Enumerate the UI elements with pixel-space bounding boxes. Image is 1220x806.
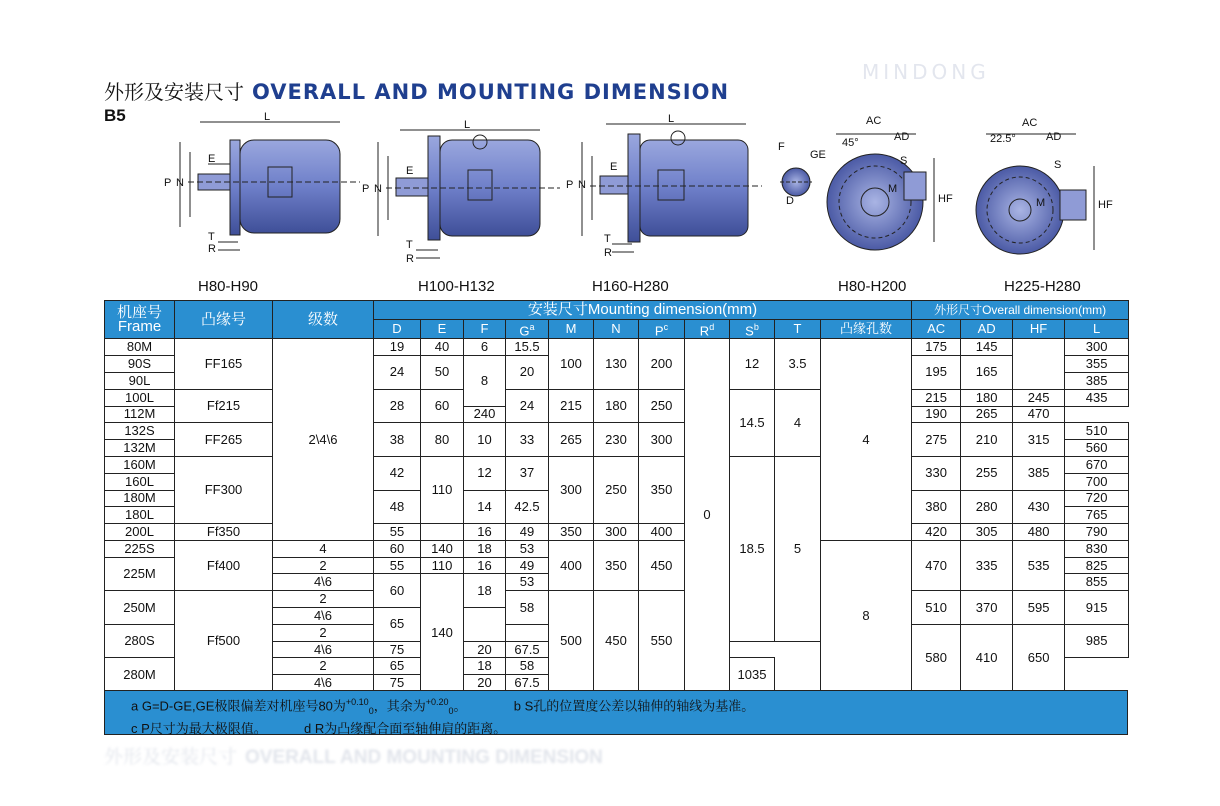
table-cell: 160L bbox=[105, 473, 175, 490]
table-cell: 470 bbox=[1013, 406, 1065, 423]
table-cell: 4 bbox=[821, 339, 912, 541]
table-cell: 132S bbox=[105, 423, 175, 440]
drawing-h225-h280 bbox=[976, 134, 1094, 254]
header-frame: 机座号 Frame bbox=[105, 301, 175, 339]
table-cell: 65 bbox=[374, 608, 421, 642]
table-row bbox=[105, 540, 1129, 557]
table-cell: 110 bbox=[421, 557, 464, 574]
table-cell: 265 bbox=[961, 406, 1013, 423]
title-cn: 外形及安装尺寸 bbox=[104, 80, 244, 104]
dim-m-1: M bbox=[888, 183, 898, 195]
table-cell: 200 bbox=[639, 339, 685, 389]
col-p: $P^c$ bbox=[639, 320, 685, 339]
col-hf: HF bbox=[1013, 320, 1065, 339]
ghost-title: 外形及安装尺寸 OVERALL AND MOUNTING DIMENSION bbox=[104, 747, 603, 768]
col-t: T bbox=[775, 320, 821, 339]
table-cell: 165 bbox=[961, 356, 1013, 390]
col-g: $G^a$ bbox=[506, 320, 549, 339]
table-cell: 90L bbox=[105, 372, 175, 389]
table-cell: 132M bbox=[105, 440, 175, 457]
drawing-label-5: H225-H280 bbox=[1004, 278, 1081, 295]
table-cell: 240 bbox=[464, 406, 506, 423]
table-cell: 4\6 bbox=[273, 641, 374, 658]
table-cell: 670 bbox=[1065, 456, 1129, 473]
table-cell: 37 bbox=[506, 456, 549, 490]
table-cell: 280M bbox=[105, 658, 175, 692]
table-cell: 250 bbox=[594, 456, 639, 523]
dim-s-1: S bbox=[900, 155, 908, 167]
header-flange: 凸缘号 bbox=[175, 301, 273, 339]
table-cell: 48 bbox=[374, 490, 421, 524]
table-cell: 250 bbox=[639, 389, 685, 423]
table-cell: 38 bbox=[374, 423, 421, 457]
table-cell: FF300 bbox=[175, 456, 273, 523]
table-cell: 2 bbox=[273, 624, 374, 641]
table-cell: 430 bbox=[1013, 490, 1065, 524]
watermark: MINDONG bbox=[862, 60, 990, 84]
col-ad: AD bbox=[961, 320, 1013, 339]
table-cell: 915 bbox=[1065, 591, 1129, 625]
table-cell: 58 bbox=[506, 658, 549, 675]
table-cell: 19 bbox=[374, 339, 421, 356]
table-cell: 3.5 bbox=[775, 339, 821, 389]
dim-t-2: T bbox=[406, 239, 413, 251]
table-cell: 225M bbox=[105, 557, 175, 591]
col-n: N bbox=[594, 320, 639, 339]
table-cell: 80 bbox=[421, 423, 464, 457]
note-a-tol1: +0.10 bbox=[345, 697, 369, 707]
table-cell: 60 bbox=[374, 540, 421, 557]
table-cell: 245 bbox=[1013, 389, 1065, 406]
dim-ad-1: AD bbox=[894, 131, 910, 143]
dim-n-2: N bbox=[374, 183, 382, 195]
table-cell: 4\6 bbox=[273, 574, 374, 591]
table-notes: a G=D-GE,GE极限偏差对机座号80为$^{+0.10}_0$，其余为$^{+0.20}_0$。 b S孔的位置度公差以轴伸的轴线为基准。 c P尺寸为最大极限值。 d R为凸缘配合面至轴伸肩的距离。 bbox=[104, 690, 1128, 735]
table-cell: 300 bbox=[639, 423, 685, 457]
table-cell: 18 bbox=[464, 540, 506, 557]
dim-ge: GE bbox=[810, 149, 826, 161]
col-s: $S^b$ bbox=[730, 320, 775, 339]
table-cell: 33 bbox=[506, 423, 549, 457]
table-cell: 16 bbox=[464, 524, 506, 541]
dim-t-3: T bbox=[604, 233, 611, 245]
dim-e-1: E bbox=[208, 153, 216, 165]
table-row bbox=[105, 524, 1129, 541]
table-cell: 265 bbox=[549, 423, 594, 457]
table-cell: 4\6 bbox=[273, 608, 374, 625]
table-cell: 330 bbox=[912, 456, 961, 490]
table-cell: 75 bbox=[374, 641, 421, 658]
table-cell: 112M bbox=[105, 406, 175, 423]
table-cell: 4\6 bbox=[273, 675, 374, 692]
header-poles: 级数 bbox=[273, 301, 374, 339]
table-cell: 350 bbox=[639, 456, 685, 523]
table-cell: 8 bbox=[464, 356, 506, 406]
table-cell: 550 bbox=[639, 591, 685, 692]
table-cell: 400 bbox=[639, 524, 685, 541]
table-cell: 200L bbox=[105, 524, 175, 541]
table-cell: 250M bbox=[105, 591, 175, 625]
table-cell: 2 bbox=[273, 658, 374, 675]
dimension-table bbox=[104, 300, 1129, 692]
table-cell: 215 bbox=[549, 389, 594, 423]
dim-l-2: L bbox=[464, 119, 471, 131]
table-cell: 67.5 bbox=[506, 641, 549, 658]
table-cell: 24 bbox=[506, 389, 549, 423]
table-cell: 280 bbox=[961, 490, 1013, 524]
table-cell: 720 bbox=[1065, 490, 1129, 507]
drawing-label-3: H160-H280 bbox=[592, 278, 669, 295]
table-cell: 12 bbox=[730, 339, 775, 389]
table-cell: 985 bbox=[1065, 624, 1129, 658]
table-cell: 450 bbox=[639, 540, 685, 590]
table-cell: 350 bbox=[549, 524, 594, 541]
table-cell: Ff500 bbox=[175, 591, 273, 692]
table-cell: 60 bbox=[421, 389, 464, 423]
dim-ac-2: AC bbox=[1022, 117, 1038, 129]
table-cell: 580 bbox=[912, 624, 961, 691]
table-cell: 335 bbox=[961, 540, 1013, 590]
table-cell: 180M bbox=[105, 490, 175, 507]
table-cell: 180L bbox=[105, 507, 175, 524]
table-cell: 510 bbox=[1065, 423, 1129, 440]
mount-type: B5 bbox=[104, 106, 126, 125]
dim-22: 22.5° bbox=[990, 133, 1016, 145]
table-cell bbox=[506, 624, 549, 641]
table-cell: 100 bbox=[549, 339, 594, 389]
table-cell: 435 bbox=[1065, 389, 1129, 406]
dim-45: 45° bbox=[842, 137, 859, 149]
table-cell: 5 bbox=[775, 456, 821, 641]
dim-p-3: P bbox=[566, 179, 574, 191]
table-cell: 500 bbox=[549, 591, 594, 692]
col-holes: 凸缘孔数 bbox=[821, 320, 912, 339]
table-cell: 355 bbox=[1065, 356, 1129, 373]
table-cell: 20 bbox=[506, 356, 549, 390]
col-r: $R^d$ bbox=[685, 320, 730, 339]
table-cell: 510 bbox=[912, 591, 961, 625]
table-cell: 535 bbox=[1013, 540, 1065, 590]
dim-n-1: N bbox=[176, 177, 184, 189]
header-overall: 外形尺寸Overall dimension(mm) bbox=[912, 301, 1129, 320]
table-cell: 42.5 bbox=[506, 490, 549, 524]
table-cell: 1035 bbox=[730, 658, 775, 692]
table-cell: 180 bbox=[961, 389, 1013, 406]
table-cell: 140 bbox=[421, 574, 464, 692]
dim-l-1: L bbox=[264, 112, 271, 123]
dim-ac-1: AC bbox=[866, 115, 882, 127]
table-cell: 255 bbox=[961, 456, 1013, 490]
table-cell: 830 bbox=[1065, 540, 1129, 557]
table-cell: 700 bbox=[1065, 473, 1129, 490]
note-c: c P尺寸为最大极限值。 bbox=[131, 720, 267, 736]
table-cell: 10 bbox=[464, 423, 506, 457]
table-cell: 420 bbox=[912, 524, 961, 541]
dim-m-2: M bbox=[1036, 197, 1046, 209]
table-cell: 230 bbox=[594, 423, 639, 457]
table-row bbox=[105, 389, 1129, 406]
table-cell: 305 bbox=[961, 524, 1013, 541]
dim-n-3: N bbox=[578, 179, 586, 191]
table-cell: 49 bbox=[506, 557, 549, 574]
table-cell: 67.5 bbox=[506, 675, 549, 692]
table-cell: FF165 bbox=[175, 339, 273, 389]
table-cell: FF265 bbox=[175, 423, 273, 457]
table-cell: 53 bbox=[506, 574, 549, 591]
table-cell: 385 bbox=[1065, 372, 1129, 389]
title-en: OVERALL AND MOUNTING DIMENSION bbox=[252, 80, 730, 104]
col-m: M bbox=[549, 320, 594, 339]
table-cell: 18 bbox=[464, 574, 506, 608]
table-cell: 60 bbox=[374, 574, 421, 608]
table-cell: 225S bbox=[105, 540, 175, 557]
table-cell: 765 bbox=[1065, 507, 1129, 524]
table-cell: 14.5 bbox=[730, 389, 775, 456]
table-cell: 300 bbox=[549, 456, 594, 523]
table-cell: 58 bbox=[506, 591, 549, 625]
table-cell: 15.5 bbox=[506, 339, 549, 356]
drawing-label-2: H100-H132 bbox=[418, 278, 495, 295]
table-cell: 190 bbox=[912, 406, 961, 423]
table-cell: 480 bbox=[1013, 524, 1065, 541]
dim-hf-1: HF bbox=[938, 193, 953, 205]
table-cell: 4 bbox=[273, 540, 374, 557]
table-cell: Ff400 bbox=[175, 540, 273, 590]
table-cell: 50 bbox=[421, 356, 464, 390]
table-row bbox=[105, 423, 1129, 440]
table-cell: 8 bbox=[821, 540, 912, 691]
drawing-h80-h200 bbox=[780, 134, 934, 250]
table-cell: 300 bbox=[594, 524, 639, 541]
note-a: a G=D-GE,GE极限偏差对机座号80为 bbox=[131, 698, 346, 714]
table-cell: 2 bbox=[273, 591, 374, 608]
motor-drawings bbox=[150, 112, 1140, 282]
table-cell: 140 bbox=[421, 540, 464, 557]
table-cell: 855 bbox=[1065, 574, 1129, 591]
header-mount: 安装尺寸Mounting dimension(mm) bbox=[374, 301, 912, 320]
table-cell: 16 bbox=[464, 557, 506, 574]
table-row bbox=[105, 591, 1129, 608]
dim-r-2: R bbox=[406, 253, 414, 265]
table-cell: Ff350 bbox=[175, 524, 273, 541]
table-cell: 55 bbox=[374, 524, 421, 541]
note-d: d R为凸缘配合面至轴伸肩的距离。 bbox=[304, 720, 507, 736]
table-cell: 280S bbox=[105, 624, 175, 658]
table-cell: 315 bbox=[1013, 423, 1065, 457]
table-cell: 560 bbox=[1065, 440, 1129, 457]
note-b: b S孔的位置度公差以轴伸的轴线为基准。 bbox=[513, 698, 755, 714]
table-cell: 210 bbox=[961, 423, 1013, 457]
table-cell: 2\4\6 bbox=[273, 339, 374, 541]
table-cell: 450 bbox=[594, 591, 639, 692]
dim-t-1: T bbox=[208, 231, 215, 243]
table-cell: 24 bbox=[374, 356, 421, 390]
table-cell: 145 bbox=[961, 339, 1013, 356]
col-d: D bbox=[374, 320, 421, 339]
table-cell: 2 bbox=[273, 557, 374, 574]
col-l: L bbox=[1065, 320, 1129, 339]
table-cell: 75 bbox=[374, 675, 421, 692]
dim-hf-2: HF bbox=[1098, 199, 1113, 211]
table-cell: 790 bbox=[1065, 524, 1129, 541]
table-row bbox=[105, 339, 1129, 356]
table-cell: 65 bbox=[374, 658, 421, 675]
table-cell: 595 bbox=[1013, 591, 1065, 625]
col-f: F bbox=[464, 320, 506, 339]
table-cell bbox=[464, 608, 506, 642]
table-cell: 12 bbox=[464, 456, 506, 490]
dim-p-2: P bbox=[362, 183, 370, 195]
dim-p-1: P bbox=[164, 177, 172, 189]
table-cell: 80M bbox=[105, 339, 175, 356]
table-cell: 825 bbox=[1065, 557, 1129, 574]
table-cell: 6 bbox=[464, 339, 506, 356]
table-cell: 18.5 bbox=[730, 456, 775, 641]
table-cell: 650 bbox=[1013, 624, 1065, 691]
dim-r-1: R bbox=[208, 243, 216, 255]
dim-e-3: E bbox=[610, 161, 618, 173]
table-cell: 275 bbox=[912, 423, 961, 457]
dim-s-2: S bbox=[1054, 159, 1062, 171]
table-cell: 385 bbox=[1013, 456, 1065, 490]
table-cell: 20 bbox=[464, 641, 506, 658]
dim-d: D bbox=[786, 195, 794, 207]
table-cell: 370 bbox=[961, 591, 1013, 625]
table-cell: 195 bbox=[912, 356, 961, 390]
table-cell: 53 bbox=[506, 540, 549, 557]
table-cell: 90S bbox=[105, 356, 175, 373]
col-e: E bbox=[421, 320, 464, 339]
table-cell: 42 bbox=[374, 456, 421, 490]
dim-ad-2: AD bbox=[1046, 131, 1062, 143]
table-cell bbox=[421, 524, 464, 541]
table-cell: 40 bbox=[421, 339, 464, 356]
dim-f: F bbox=[778, 141, 785, 153]
dim-l-3: L bbox=[668, 113, 675, 125]
table-cell: 400 bbox=[549, 540, 594, 590]
table-cell: 28 bbox=[374, 389, 421, 423]
drawing-label-4: H80-H200 bbox=[838, 278, 907, 295]
table-cell: 215 bbox=[912, 389, 961, 406]
table-cell: 49 bbox=[506, 524, 549, 541]
table-cell: 380 bbox=[912, 490, 961, 524]
table-cell: 100L bbox=[105, 389, 175, 406]
dim-r-3: R bbox=[604, 247, 612, 259]
table-cell: Ff215 bbox=[175, 389, 273, 423]
table-cell: 18 bbox=[464, 658, 506, 675]
table-cell: 55 bbox=[374, 557, 421, 574]
table-cell: 470 bbox=[912, 540, 961, 590]
table-cell: 4 bbox=[775, 389, 821, 456]
drawing-label-1: H80-H90 bbox=[198, 278, 259, 295]
table-cell: 300 bbox=[1065, 339, 1129, 356]
col-ac: AC bbox=[912, 320, 961, 339]
table-row bbox=[105, 456, 1129, 473]
page-title bbox=[104, 76, 729, 104]
table-cell: 160M bbox=[105, 456, 175, 473]
table-cell: 110 bbox=[421, 456, 464, 523]
dim-e-2: E bbox=[406, 165, 414, 177]
table-cell: 175 bbox=[912, 339, 961, 356]
table-cell: 20 bbox=[464, 675, 506, 692]
table-cell: 14 bbox=[464, 490, 506, 524]
table-cell: 350 bbox=[594, 540, 639, 590]
table-cell: 0 bbox=[685, 339, 730, 692]
drawing-h80-h90 bbox=[180, 122, 360, 250]
table-cell: 410 bbox=[961, 624, 1013, 691]
table-cell bbox=[1013, 339, 1065, 389]
table-cell: 180 bbox=[594, 389, 639, 423]
table-cell: 130 bbox=[594, 339, 639, 389]
